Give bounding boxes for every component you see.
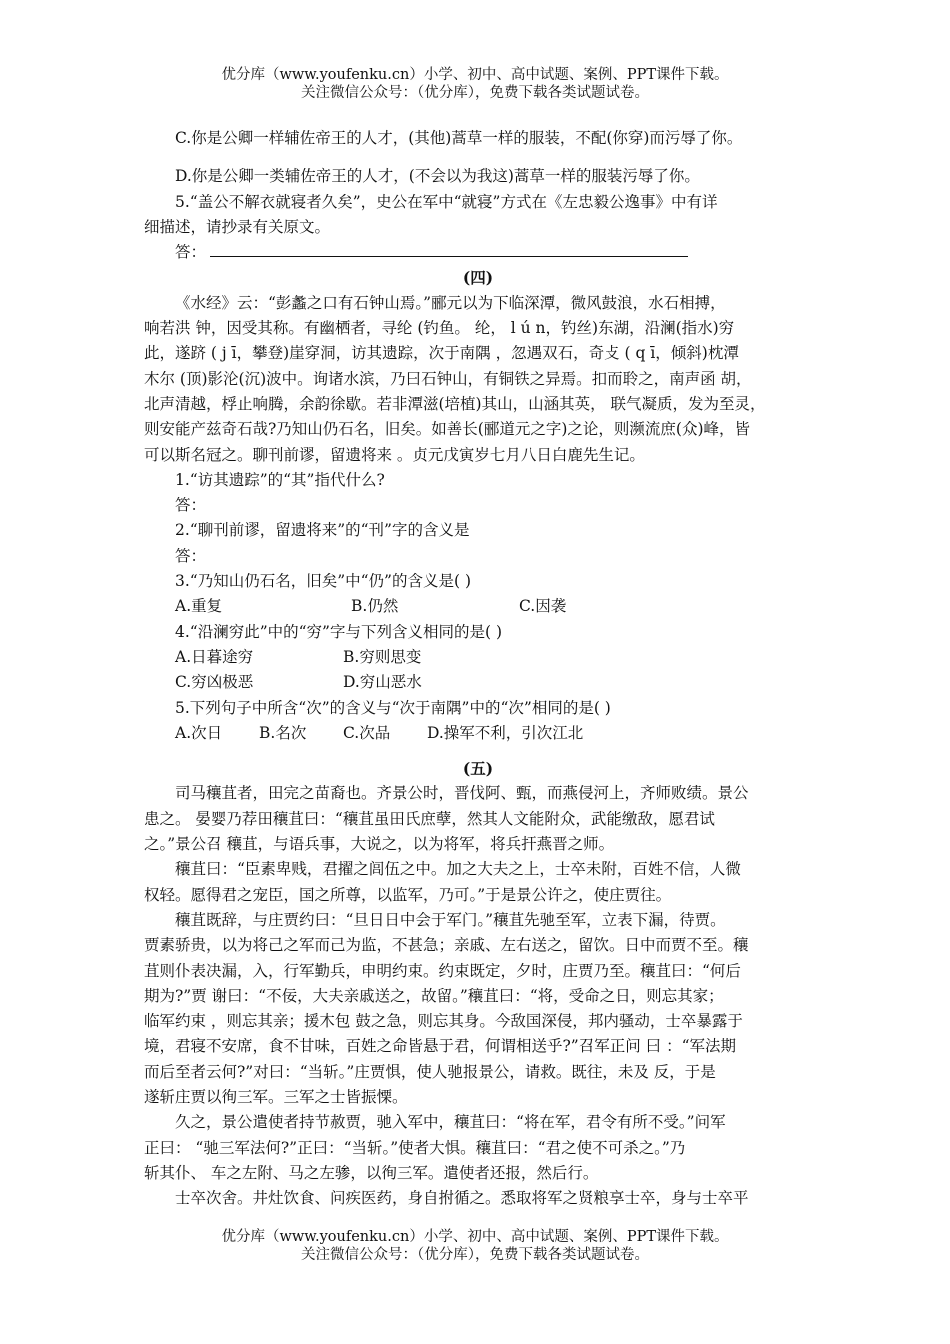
option-b: B.穷则思变 <box>343 647 422 666</box>
sec5-passage-line: 患之。 晏婴乃荐田穰苴曰：“穰苴虽田氏庶孽，然其人文能附众，武能缴敌，愿君试 <box>144 809 715 828</box>
sec5-passage-line: 贾素骄贵，以为将己之军而己为监，不甚急；亲戚、左右送之，留饮。日中而贾不至。穰 <box>144 936 749 955</box>
header-line-2: 关注微信公众号：（优分库），免费下载各类试题试卷。 <box>301 85 649 101</box>
sec4-question-1-answer: 答： <box>175 496 207 515</box>
sec4-question-3-options <box>144 594 812 619</box>
spacer <box>144 746 812 756</box>
sec4-passage-line: 响若洪 钟，因受其称。有幽栖者，寻纶 (钓鱼。 纶， l ú n，钓丝)东湖，沿澜(指水)穷 <box>144 319 735 338</box>
sec5-passage-line: 司马穰苴者，田完之苗裔也。齐景公时，晋伐阿、甄，而燕侵河上，齐师败绩。景公 <box>175 784 749 803</box>
answer-label: 答： <box>175 243 207 262</box>
option-d: D.穷山恶水 <box>343 673 422 692</box>
sec4-passage-line: 则安能产兹奇石哉?乃知山仍石名，旧矣。如善长(郦道元之字)之论，则濒流庶(众)峰，皆 <box>144 420 751 439</box>
page-footer <box>0 1228 950 1264</box>
sec4-question-4: 4.“沿澜穷此”中的“穷”字与下列含义相同的是( ) <box>175 622 503 641</box>
header-line-1: 优分库（www.youfenku.cn）小学、初中、高中试题、案例、PPT课件下载。 <box>221 67 729 83</box>
sec4-passage-line: 木尔 (顶)影沦(沉)波中。询诸水滨，乃曰石钟山，有铜铁之异焉。扣而聆之，南声函 胡， <box>144 369 752 388</box>
sec4-question-4-options-row-1 <box>144 645 812 670</box>
sec4-passage-line: 可以斯名冠之。聊刊前谬，留遗将来 。贞元戊寅岁七月八日白鹿先生记。 <box>144 445 645 464</box>
sec4-passage-line: 此，遂跻 ( j ī，攀登)崖穿洞，访其遗踪，次于南隅 ，忽遇双石，奇攴 ( q ī，倾斜)枕潭 <box>144 344 739 363</box>
sec4-passage-line: 北声清越，桴止响腾，余韵徐歇。若非潭滋(培植)其山，山涵其英， 联气凝质，发为至灵， <box>144 394 766 413</box>
page-header <box>0 66 950 102</box>
sec4-question-3: 3.“乃知山仍石名，旧矣”中“仍”的含义是( ) <box>175 572 472 591</box>
sec4-passage-line: 《水经》云：“彭蠡之口有石钟山焉。”郦元以为下临深潭，微风鼓浪，水石相搏， <box>175 293 726 312</box>
answer-blank-line[interactable] <box>210 242 688 257</box>
option-b: B.名次 <box>259 723 307 742</box>
sec5-passage-line: 遂斩庄贾以徇三军。三军之士皆振慄。 <box>144 1087 408 1106</box>
sec5-passage-line: 之。”景公召 穰苴，与语兵事，大说之，以为将军，将兵扞燕晋之师。 <box>144 835 615 854</box>
sec5-passage-line: 士卒次舍。井灶饮食、问疾医药，身自拊循之。悉取将军之贤粮享士卒，身与士卒平 <box>175 1189 749 1208</box>
sec3-question-5-line-1: 5.“盖公不解衣就寝者久矣”，史公在军中“就寝”方式在《左忠毅公逸事》中有详 <box>175 192 718 211</box>
section-5-title: (五) <box>462 759 494 779</box>
sec5-passage-line: 斩其仆、 车之左附、马之左骖，以徇三军。遣使者还报，然后行。 <box>144 1163 599 1182</box>
sec3-option-c: C.你是公卿一样辅佐帝王的人才，(其他)蒿草一样的服装，不配(你穿)而污辱了你。 <box>175 129 743 147</box>
option-d: D.操军不利，引次江北 <box>427 723 584 742</box>
sec5-passage-line: 境，君寝不安席，食不甘味，百姓之命皆悬于君，何谓相送乎?”召军正问 曰 ：“军法期 <box>144 1037 737 1056</box>
option-c: C.次品 <box>343 723 391 742</box>
footer-line-2: 关注微信公众号：（优分库），免费下载各类试题试卷。 <box>301 1247 649 1263</box>
sec3-question-5-line-2: 细描述，请抄录有关原文。 <box>144 217 331 236</box>
sec5-passage-line: 穰苴既辞，与庄贾约曰：“旦日日中会于军门。”穰苴先驰至军，立表下漏，待贾。 <box>175 910 726 929</box>
sec4-question-5: 5.下列句子中所含“次”的含义与“次于南隅”中的“次”相同的是( ) <box>175 698 611 717</box>
sec4-question-1: 1.“访其遗踪”的“其”指代什么? <box>175 470 385 489</box>
sec3-answer-row <box>144 240 812 265</box>
sec5-passage-line: 期为?”贾 谢曰：“不佞，大夫亲戚送之，故留。”穰苴曰：“将，受命之日，则忘其家； <box>144 986 724 1005</box>
sec5-passage-line: 而后至者云何?”对曰：“当斩。”庄贾惧，使人驰报景公，请救。既往，未及 反，于是 <box>144 1062 716 1081</box>
option-c: C.穷凶极恶 <box>175 673 254 692</box>
sec4-question-5-options <box>144 721 812 746</box>
option-a: A.次日 <box>175 723 223 742</box>
option-c: C.因袭 <box>519 597 567 616</box>
sec4-question-4-options-row-2 <box>144 670 812 695</box>
section-4-title: (四) <box>462 268 494 288</box>
sec5-passage-line: 权轻。愿得君之宠臣，国之所尊，以监军，乃可。”于是景公许之，使庄贾往。 <box>144 885 672 904</box>
option-a: A.日暮途穷 <box>175 647 254 666</box>
sec3-option-d: D.你是公卿一类辅佐帝王的人才，(不会以为我这)蒿草一样的服装污辱了你。 <box>175 167 700 186</box>
spacer <box>144 151 812 164</box>
sec4-question-2: 2.“聊刊前谬，留遗将来”的“刊”字的含义是 <box>175 521 470 540</box>
document-body <box>144 126 812 1211</box>
sec5-passage-line: 临军约束 ，则忘其亲；援木包 鼓之急，则忘其身。今敌国深侵，邦内骚动，士卒暴露于 <box>144 1012 743 1031</box>
sec4-question-2-answer: 答： <box>175 546 207 565</box>
footer-line-1: 优分库（www.youfenku.cn）小学、初中、高中试题、案例、PPT课件下载。 <box>221 1229 729 1245</box>
sec5-passage-line: 穰苴曰：“臣素卑贱，君擢之闾伍之中。加之大夫之上，士卒未附，百姓不信，人微 <box>175 860 741 879</box>
sec5-passage-line: 苴则仆表决漏，入，行军勤兵，申明约束。约束既定，夕时，庄贾乃至。穰苴曰：“何后 <box>144 961 741 980</box>
sec5-passage-line: 正曰： “驰三军法何?”正曰：“当斩。”使者大惧。穰苴曰：“君之使不可杀之。”乃 <box>144 1138 686 1157</box>
option-a: A.重复 <box>175 597 223 616</box>
option-b: B.仍然 <box>351 597 399 616</box>
sec5-passage-line: 久之，景公遣使者持节赦贾，驰入军中，穰苴曰：“将在军，君令有所不受。”问军 <box>175 1113 726 1132</box>
